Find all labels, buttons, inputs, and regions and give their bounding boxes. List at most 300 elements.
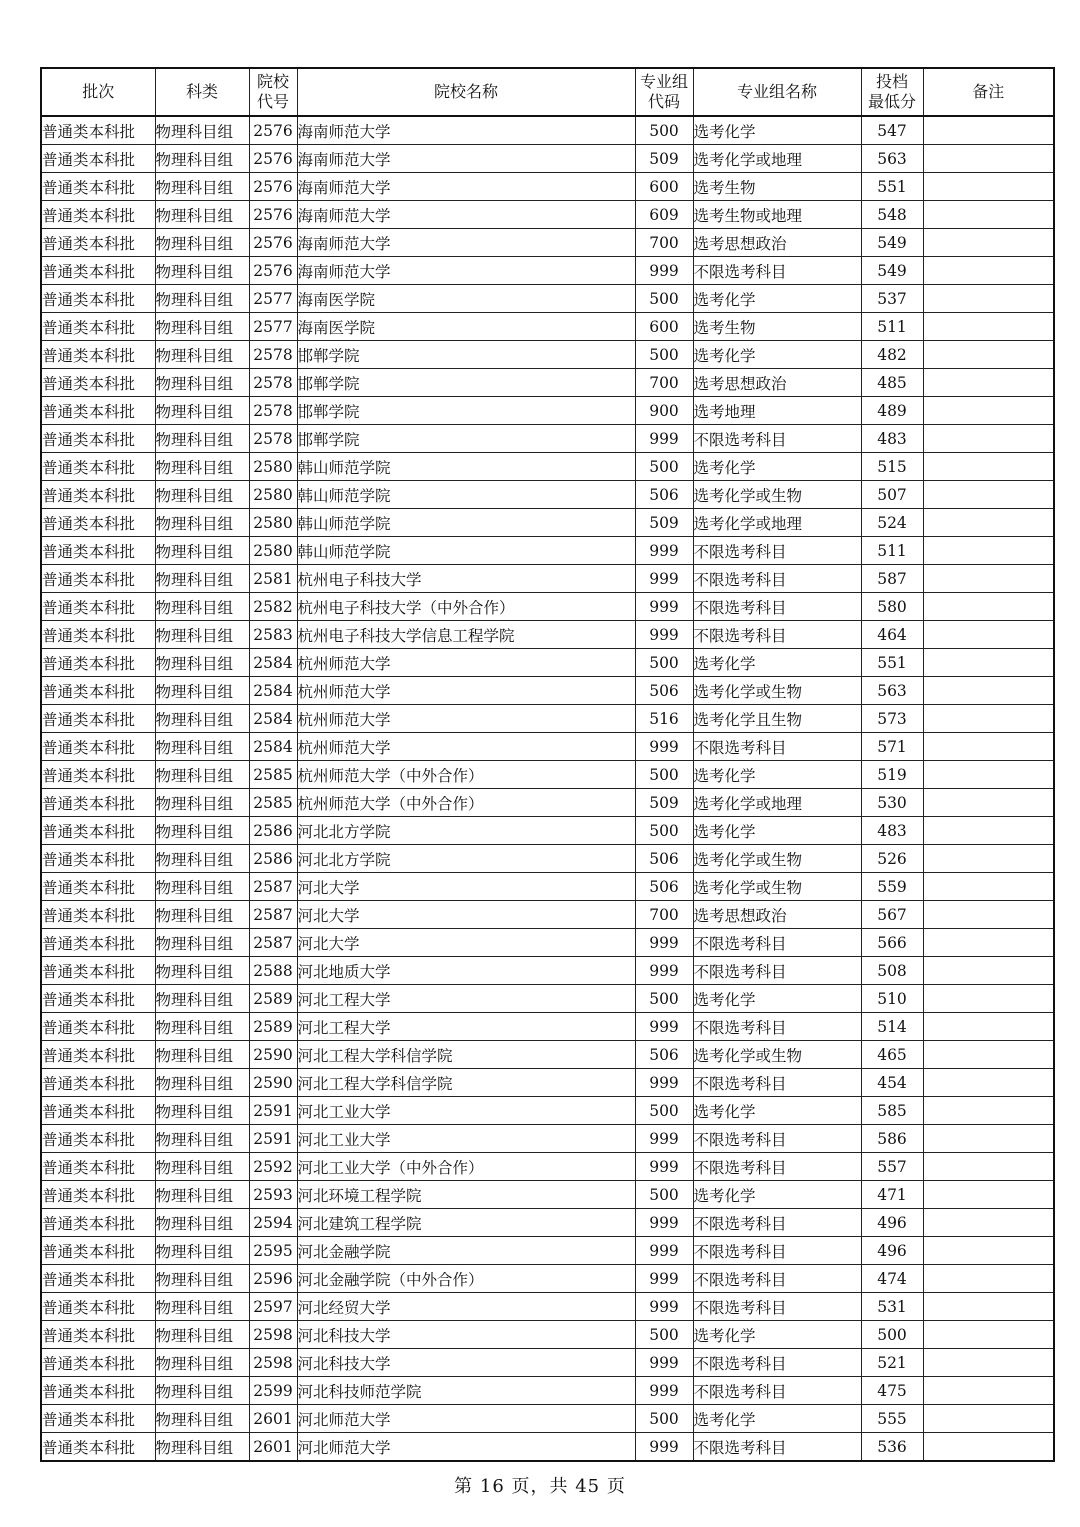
group-code-cell: 999	[635, 621, 693, 649]
note-cell	[923, 1377, 1054, 1405]
group-name-cell: 不限选考科目	[693, 593, 861, 621]
min-score-cell: 524	[861, 509, 923, 537]
note-cell	[923, 425, 1054, 453]
table-row	[41, 733, 1054, 761]
min-score-cell: 548	[861, 201, 923, 229]
school-name-cell: 海南师范大学	[297, 116, 635, 145]
group-code-cell: 700	[635, 229, 693, 257]
group-code-cell: 500	[635, 453, 693, 481]
note-cell	[923, 257, 1054, 285]
min-score-cell: 555	[861, 1405, 923, 1433]
group-code-cell: 500	[635, 761, 693, 789]
table-row	[41, 565, 1054, 593]
min-score-cell: 521	[861, 1349, 923, 1377]
note-cell	[923, 817, 1054, 845]
table-row	[41, 761, 1054, 789]
group-name-cell: 不限选考科目	[693, 1349, 861, 1377]
table-header-row	[41, 68, 1054, 116]
min-score-cell: 496	[861, 1209, 923, 1237]
min-score-cell: 483	[861, 425, 923, 453]
table-row	[41, 145, 1054, 173]
school-code-cell: 2584	[249, 677, 297, 705]
min-score-cell: 551	[861, 173, 923, 201]
group-name-cell: 选考生物	[693, 173, 861, 201]
min-score-cell: 567	[861, 901, 923, 929]
group-name-cell: 不限选考科目	[693, 565, 861, 593]
group-code-cell: 999	[635, 565, 693, 593]
subject-cell: 物理科目组	[155, 481, 249, 509]
school-name-cell: 河北科技师范学院	[297, 1377, 635, 1405]
subject-cell: 物理科目组	[155, 1321, 249, 1349]
subject-cell: 物理科目组	[155, 369, 249, 397]
note-cell	[923, 481, 1054, 509]
group-code-cell: 500	[635, 1405, 693, 1433]
group-name-cell: 选考化学	[693, 761, 861, 789]
group-name-cell: 不限选考科目	[693, 1237, 861, 1265]
school-code-cell: 2601	[249, 1405, 297, 1433]
school-name-cell: 河北环境工程学院	[297, 1181, 635, 1209]
school-code-cell: 2584	[249, 733, 297, 761]
min-score-cell: 511	[861, 537, 923, 565]
school-code-cell: 2589	[249, 1013, 297, 1041]
school-name-cell: 韩山师范学院	[297, 537, 635, 565]
school-code-cell: 2576	[249, 116, 297, 145]
min-score-cell: 547	[861, 116, 923, 145]
school-name-cell: 杭州师范大学	[297, 677, 635, 705]
school-code-cell: 2577	[249, 285, 297, 313]
note-cell	[923, 1433, 1054, 1462]
table-row	[41, 1209, 1054, 1237]
table-row	[41, 649, 1054, 677]
note-cell	[923, 1041, 1054, 1069]
subject-cell: 物理科目组	[155, 873, 249, 901]
group-code-cell: 500	[635, 985, 693, 1013]
subject-cell: 物理科目组	[155, 957, 249, 985]
note-cell	[923, 1069, 1054, 1097]
school-name-cell: 河北大学	[297, 873, 635, 901]
group-name-cell: 不限选考科目	[693, 1153, 861, 1181]
table-row	[41, 257, 1054, 285]
school-code-cell: 2585	[249, 789, 297, 817]
school-name-cell: 杭州师范大学	[297, 705, 635, 733]
note-cell	[923, 677, 1054, 705]
group-name-cell: 不限选考科目	[693, 1433, 861, 1462]
school-code-cell: 2587	[249, 929, 297, 957]
subject-cell: 物理科目组	[155, 1293, 249, 1321]
table-row	[41, 1181, 1054, 1209]
group-name-cell: 选考化学或生物	[693, 1041, 861, 1069]
group-name-cell: 选考化学或地理	[693, 145, 861, 173]
group-name-cell: 选考化学且生物	[693, 705, 861, 733]
note-cell	[923, 1265, 1054, 1293]
note-cell	[923, 1405, 1054, 1433]
min-score-cell: 563	[861, 145, 923, 173]
note-cell	[923, 565, 1054, 593]
group-code-cell: 999	[635, 1349, 693, 1377]
group-name-cell: 选考化学	[693, 1097, 861, 1125]
group-code-cell: 999	[635, 593, 693, 621]
school-code-cell: 2576	[249, 229, 297, 257]
min-score-cell: 464	[861, 621, 923, 649]
subject-cell: 物理科目组	[155, 593, 249, 621]
note-cell	[923, 873, 1054, 901]
group-code-cell: 999	[635, 1293, 693, 1321]
school-name-cell: 河北地质大学	[297, 957, 635, 985]
group-name-cell: 选考化学	[693, 1321, 861, 1349]
batch-cell: 普通类本科批	[41, 369, 155, 397]
group-name-cell: 选考化学或生物	[693, 481, 861, 509]
school-code-cell: 2598	[249, 1349, 297, 1377]
note-cell	[923, 1321, 1054, 1349]
min-score-cell: 515	[861, 453, 923, 481]
min-score-cell: 557	[861, 1153, 923, 1181]
note-cell	[923, 1209, 1054, 1237]
school-code-cell: 2592	[249, 1153, 297, 1181]
table-row	[41, 1349, 1054, 1377]
subject-cell: 物理科目组	[155, 257, 249, 285]
header-school-name: 院校名称	[297, 68, 635, 116]
school-code-cell: 2589	[249, 985, 297, 1013]
table-row	[41, 369, 1054, 397]
min-score-cell: 485	[861, 369, 923, 397]
group-code-cell: 600	[635, 313, 693, 341]
min-score-cell: 537	[861, 285, 923, 313]
batch-cell: 普通类本科批	[41, 397, 155, 425]
batch-cell: 普通类本科批	[41, 229, 155, 257]
note-cell	[923, 341, 1054, 369]
note-cell	[923, 537, 1054, 565]
batch-cell: 普通类本科批	[41, 341, 155, 369]
min-score-cell: 519	[861, 761, 923, 789]
group-code-cell: 506	[635, 1041, 693, 1069]
school-code-cell: 2594	[249, 1209, 297, 1237]
note-cell	[923, 285, 1054, 313]
school-code-cell: 2581	[249, 565, 297, 593]
batch-cell: 普通类本科批	[41, 285, 155, 313]
min-score-cell: 585	[861, 1097, 923, 1125]
min-score-cell: 500	[861, 1321, 923, 1349]
table-row	[41, 509, 1054, 537]
group-name-cell: 不限选考科目	[693, 425, 861, 453]
school-code-cell: 2601	[249, 1433, 297, 1462]
school-name-cell: 邯郸学院	[297, 397, 635, 425]
school-name-cell: 河北工程大学科信学院	[297, 1069, 635, 1097]
note-cell	[923, 733, 1054, 761]
group-code-cell: 509	[635, 789, 693, 817]
group-name-cell: 选考化学	[693, 985, 861, 1013]
school-name-cell: 河北金融学院	[297, 1237, 635, 1265]
school-code-cell: 2598	[249, 1321, 297, 1349]
header-group-code-line2: 代码	[647, 92, 680, 111]
subject-cell: 物理科目组	[155, 1265, 249, 1293]
table-row	[41, 537, 1054, 565]
batch-cell: 普通类本科批	[41, 481, 155, 509]
batch-cell: 普通类本科批	[41, 1433, 155, 1462]
group-name-cell: 不限选考科目	[693, 1377, 861, 1405]
group-code-cell: 900	[635, 397, 693, 425]
batch-cell: 普通类本科批	[41, 565, 155, 593]
group-code-cell: 500	[635, 1097, 693, 1125]
subject-cell: 物理科目组	[155, 453, 249, 481]
min-score-cell: 580	[861, 593, 923, 621]
batch-cell: 普通类本科批	[41, 453, 155, 481]
subject-cell: 物理科目组	[155, 1237, 249, 1265]
batch-cell: 普通类本科批	[41, 621, 155, 649]
group-code-cell: 999	[635, 1237, 693, 1265]
note-cell	[923, 593, 1054, 621]
table-row	[41, 453, 1054, 481]
table-row	[41, 313, 1054, 341]
group-name-cell: 选考化学或地理	[693, 509, 861, 537]
group-name-cell: 不限选考科目	[693, 1013, 861, 1041]
group-name-cell: 不限选考科目	[693, 1209, 861, 1237]
min-score-cell: 587	[861, 565, 923, 593]
header-group-code-line1: 专业组	[639, 72, 688, 91]
group-code-cell: 500	[635, 341, 693, 369]
group-code-cell: 999	[635, 1433, 693, 1462]
school-code-cell: 2590	[249, 1069, 297, 1097]
table-row	[41, 1069, 1054, 1097]
batch-cell: 普通类本科批	[41, 116, 155, 145]
school-name-cell: 杭州师范大学	[297, 649, 635, 677]
table-row	[41, 677, 1054, 705]
batch-cell: 普通类本科批	[41, 761, 155, 789]
min-score-cell: 465	[861, 1041, 923, 1069]
school-name-cell: 韩山师范学院	[297, 509, 635, 537]
school-name-cell: 杭州电子科技大学信息工程学院	[297, 621, 635, 649]
min-score-cell: 474	[861, 1265, 923, 1293]
batch-cell: 普通类本科批	[41, 1041, 155, 1069]
subject-cell: 物理科目组	[155, 1349, 249, 1377]
school-name-cell: 河北科技大学	[297, 1349, 635, 1377]
min-score-cell: 536	[861, 1433, 923, 1462]
school-code-cell: 2587	[249, 873, 297, 901]
subject-cell: 物理科目组	[155, 677, 249, 705]
note-cell	[923, 116, 1054, 145]
group-name-cell: 选考化学	[693, 453, 861, 481]
group-name-cell: 不限选考科目	[693, 733, 861, 761]
note-cell	[923, 145, 1054, 173]
school-name-cell: 海南医学院	[297, 285, 635, 313]
school-code-cell: 2583	[249, 621, 297, 649]
group-name-cell: 选考思想政治	[693, 229, 861, 257]
school-name-cell: 杭州电子科技大学（中外合作）	[297, 593, 635, 621]
batch-cell: 普通类本科批	[41, 1097, 155, 1125]
subject-cell: 物理科目组	[155, 1405, 249, 1433]
header-group-name: 专业组名称	[693, 68, 861, 116]
table-row	[41, 593, 1054, 621]
batch-cell: 普通类本科批	[41, 733, 155, 761]
batch-cell: 普通类本科批	[41, 201, 155, 229]
group-code-cell: 999	[635, 1069, 693, 1097]
batch-cell: 普通类本科批	[41, 1349, 155, 1377]
school-name-cell: 河北师范大学	[297, 1433, 635, 1462]
batch-cell: 普通类本科批	[41, 1321, 155, 1349]
header-school-code-line1: 院校	[256, 72, 289, 91]
min-score-cell: 559	[861, 873, 923, 901]
group-code-cell: 999	[635, 1377, 693, 1405]
school-code-cell: 2599	[249, 1377, 297, 1405]
subject-cell: 物理科目组	[155, 845, 249, 873]
header-school-code	[249, 68, 297, 116]
note-cell	[923, 1013, 1054, 1041]
note-cell	[923, 1181, 1054, 1209]
school-name-cell: 河北师范大学	[297, 1405, 635, 1433]
group-name-cell: 选考化学	[693, 817, 861, 845]
subject-cell: 物理科目组	[155, 173, 249, 201]
school-code-cell: 2576	[249, 201, 297, 229]
school-name-cell: 邯郸学院	[297, 425, 635, 453]
school-name-cell: 海南师范大学	[297, 257, 635, 285]
subject-cell: 物理科目组	[155, 621, 249, 649]
school-name-cell: 河北建筑工程学院	[297, 1209, 635, 1237]
batch-cell: 普通类本科批	[41, 677, 155, 705]
school-name-cell: 河北工程大学	[297, 1013, 635, 1041]
group-name-cell: 不限选考科目	[693, 1265, 861, 1293]
school-name-cell: 韩山师范学院	[297, 481, 635, 509]
school-name-cell: 河北大学	[297, 929, 635, 957]
min-score-cell: 563	[861, 677, 923, 705]
school-code-cell: 2576	[249, 145, 297, 173]
group-code-cell: 506	[635, 481, 693, 509]
group-code-cell: 509	[635, 145, 693, 173]
batch-cell: 普通类本科批	[41, 257, 155, 285]
min-score-cell: 549	[861, 257, 923, 285]
school-code-cell: 2587	[249, 901, 297, 929]
school-name-cell: 海南师范大学	[297, 145, 635, 173]
subject-cell: 物理科目组	[155, 313, 249, 341]
school-name-cell: 海南师范大学	[297, 229, 635, 257]
subject-cell: 物理科目组	[155, 1153, 249, 1181]
group-code-cell: 700	[635, 901, 693, 929]
table-row	[41, 229, 1054, 257]
group-code-cell: 999	[635, 929, 693, 957]
school-code-cell: 2586	[249, 817, 297, 845]
table-row	[41, 845, 1054, 873]
subject-cell: 物理科目组	[155, 929, 249, 957]
group-code-cell: 999	[635, 1209, 693, 1237]
batch-cell: 普通类本科批	[41, 313, 155, 341]
subject-cell: 物理科目组	[155, 425, 249, 453]
header-subject: 科类	[155, 68, 249, 116]
school-name-cell: 河北工业大学	[297, 1125, 635, 1153]
table-row	[41, 1433, 1054, 1462]
school-name-cell: 河北科技大学	[297, 1321, 635, 1349]
note-cell	[923, 845, 1054, 873]
school-name-cell: 河北大学	[297, 901, 635, 929]
school-name-cell: 河北工业大学	[297, 1097, 635, 1125]
school-name-cell: 杭州电子科技大学	[297, 565, 635, 593]
group-code-cell: 999	[635, 957, 693, 985]
group-code-cell: 999	[635, 257, 693, 285]
school-code-cell: 2577	[249, 313, 297, 341]
subject-cell: 物理科目组	[155, 537, 249, 565]
group-code-cell: 500	[635, 285, 693, 313]
group-code-cell: 500	[635, 116, 693, 145]
batch-cell: 普通类本科批	[41, 929, 155, 957]
batch-cell: 普通类本科批	[41, 705, 155, 733]
school-name-cell: 杭州师范大学	[297, 733, 635, 761]
table-row	[41, 1405, 1054, 1433]
batch-cell: 普通类本科批	[41, 1405, 155, 1433]
school-code-cell: 2584	[249, 705, 297, 733]
group-code-cell: 999	[635, 1125, 693, 1153]
school-name-cell: 河北金融学院（中外合作）	[297, 1265, 635, 1293]
school-name-cell: 河北工程大学科信学院	[297, 1041, 635, 1069]
school-code-cell: 2580	[249, 537, 297, 565]
school-name-cell: 河北北方学院	[297, 845, 635, 873]
batch-cell: 普通类本科批	[41, 1125, 155, 1153]
subject-cell: 物理科目组	[155, 1433, 249, 1462]
group-name-cell: 选考化学或生物	[693, 677, 861, 705]
subject-cell: 物理科目组	[155, 285, 249, 313]
min-score-cell: 483	[861, 817, 923, 845]
note-cell	[923, 621, 1054, 649]
note-cell	[923, 1097, 1054, 1125]
school-code-cell: 2590	[249, 1041, 297, 1069]
group-name-cell: 选考生物或地理	[693, 201, 861, 229]
header-min-score-line1: 投档	[875, 72, 908, 91]
school-name-cell: 韩山师范学院	[297, 453, 635, 481]
table-row	[41, 789, 1054, 817]
group-name-cell: 选考思想政治	[693, 369, 861, 397]
note-cell	[923, 509, 1054, 537]
header-school-code-line2: 代号	[256, 92, 289, 111]
note-cell	[923, 1153, 1054, 1181]
header-min-score	[861, 68, 923, 116]
note-cell	[923, 229, 1054, 257]
group-code-cell: 999	[635, 1265, 693, 1293]
school-code-cell: 2576	[249, 173, 297, 201]
group-name-cell: 选考化学或生物	[693, 845, 861, 873]
group-name-cell: 选考生物	[693, 313, 861, 341]
school-code-cell: 2578	[249, 369, 297, 397]
school-code-cell: 2580	[249, 453, 297, 481]
group-name-cell: 选考化学或生物	[693, 873, 861, 901]
note-cell	[923, 1349, 1054, 1377]
page-footer: 第 16 页，共 45 页	[454, 1476, 626, 1497]
min-score-cell: 489	[861, 397, 923, 425]
batch-cell: 普通类本科批	[41, 789, 155, 817]
table-row	[41, 705, 1054, 733]
school-code-cell: 2584	[249, 649, 297, 677]
note-cell	[923, 789, 1054, 817]
min-score-cell: 510	[861, 985, 923, 1013]
school-code-cell: 2580	[249, 481, 297, 509]
school-code-cell: 2585	[249, 761, 297, 789]
school-code-cell: 2576	[249, 257, 297, 285]
group-name-cell: 选考化学	[693, 116, 861, 145]
batch-cell: 普通类本科批	[41, 1181, 155, 1209]
batch-cell: 普通类本科批	[41, 649, 155, 677]
school-name-cell: 杭州师范大学（中外合作）	[297, 789, 635, 817]
subject-cell: 物理科目组	[155, 145, 249, 173]
admission-score-table	[40, 67, 1055, 1462]
group-code-cell: 700	[635, 369, 693, 397]
group-name-cell: 选考化学	[693, 649, 861, 677]
min-score-cell: 549	[861, 229, 923, 257]
batch-cell: 普通类本科批	[41, 1069, 155, 1097]
group-code-cell: 999	[635, 1153, 693, 1181]
school-name-cell: 河北工程大学	[297, 985, 635, 1013]
school-code-cell: 2596	[249, 1265, 297, 1293]
min-score-cell: 526	[861, 845, 923, 873]
subject-cell: 物理科目组	[155, 761, 249, 789]
subject-cell: 物理科目组	[155, 565, 249, 593]
group-code-cell: 999	[635, 425, 693, 453]
group-name-cell: 不限选考科目	[693, 957, 861, 985]
school-code-cell: 2591	[249, 1125, 297, 1153]
